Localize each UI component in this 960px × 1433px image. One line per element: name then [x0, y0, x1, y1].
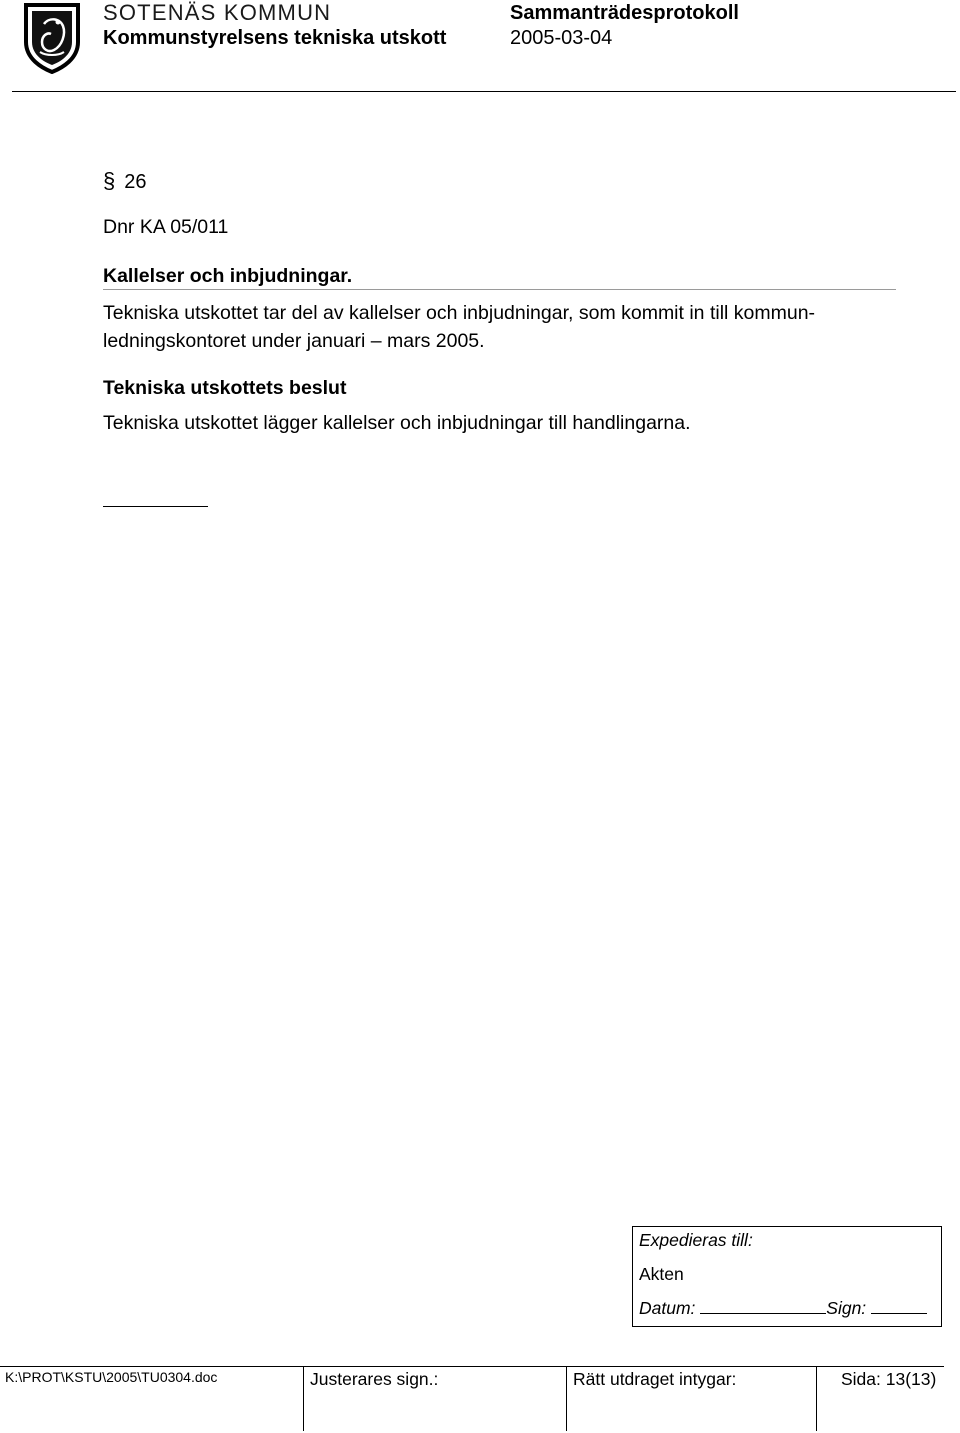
footer-file-path: K:\PROT\KSTU\2005\TU0304.doc [5, 1369, 218, 1385]
title-divider [103, 289, 896, 290]
document-type: Sammanträdesprotokoll [510, 2, 739, 24]
date-field[interactable] [700, 1299, 826, 1314]
registration-number: Dnr KA 05/011 [103, 216, 229, 238]
coat-of-arms-logo [22, 2, 82, 74]
paragraph-number-value: 26 [124, 171, 147, 193]
section-sign: § [103, 168, 116, 193]
body-text-line: ledningskontoret under januari – mars 2005. [103, 330, 485, 352]
sign-field[interactable] [871, 1299, 927, 1314]
dispatch-heading: Expedieras till: [639, 1230, 753, 1250]
shield-icon [22, 2, 82, 74]
footer-column-divider [303, 1367, 304, 1431]
paragraph-number [103, 168, 147, 194]
dispatch-date-sign-row [639, 1298, 927, 1319]
body-text-line: Tekniska utskottet tar del av kallelser och inbjudningar, som kommit in till kommun- [103, 302, 816, 324]
item-title: Kallelser och inbjudningar. [103, 265, 353, 287]
footer-adjuster-signature: Justerares sign.: [310, 1369, 439, 1389]
organization-name: SOTENÄS KOMMUN [103, 0, 332, 25]
section-end-rule [103, 506, 208, 507]
decision-heading: Tekniska utskottets beslut [103, 377, 347, 399]
dispatch-box [632, 1226, 942, 1327]
dispatch-recipient: Akten [639, 1264, 684, 1284]
footer-extract-certification: Rätt utdraget intygar: [573, 1369, 737, 1389]
footer-column-divider [816, 1367, 817, 1431]
committee-name: Kommunstyrelsens tekniska utskott [103, 27, 447, 49]
footer-column-divider [566, 1367, 567, 1431]
date-label: Datum: [639, 1298, 696, 1318]
footer-page-number: Sida: 13(13) [841, 1369, 937, 1389]
footer-divider [0, 1366, 944, 1367]
decision-text: Tekniska utskottet lägger kallelser och inbjudningar till handlingarna. [103, 412, 691, 434]
header-divider [12, 91, 956, 92]
sign-label: Sign: [826, 1298, 867, 1318]
meeting-date: 2005-03-04 [510, 27, 613, 49]
